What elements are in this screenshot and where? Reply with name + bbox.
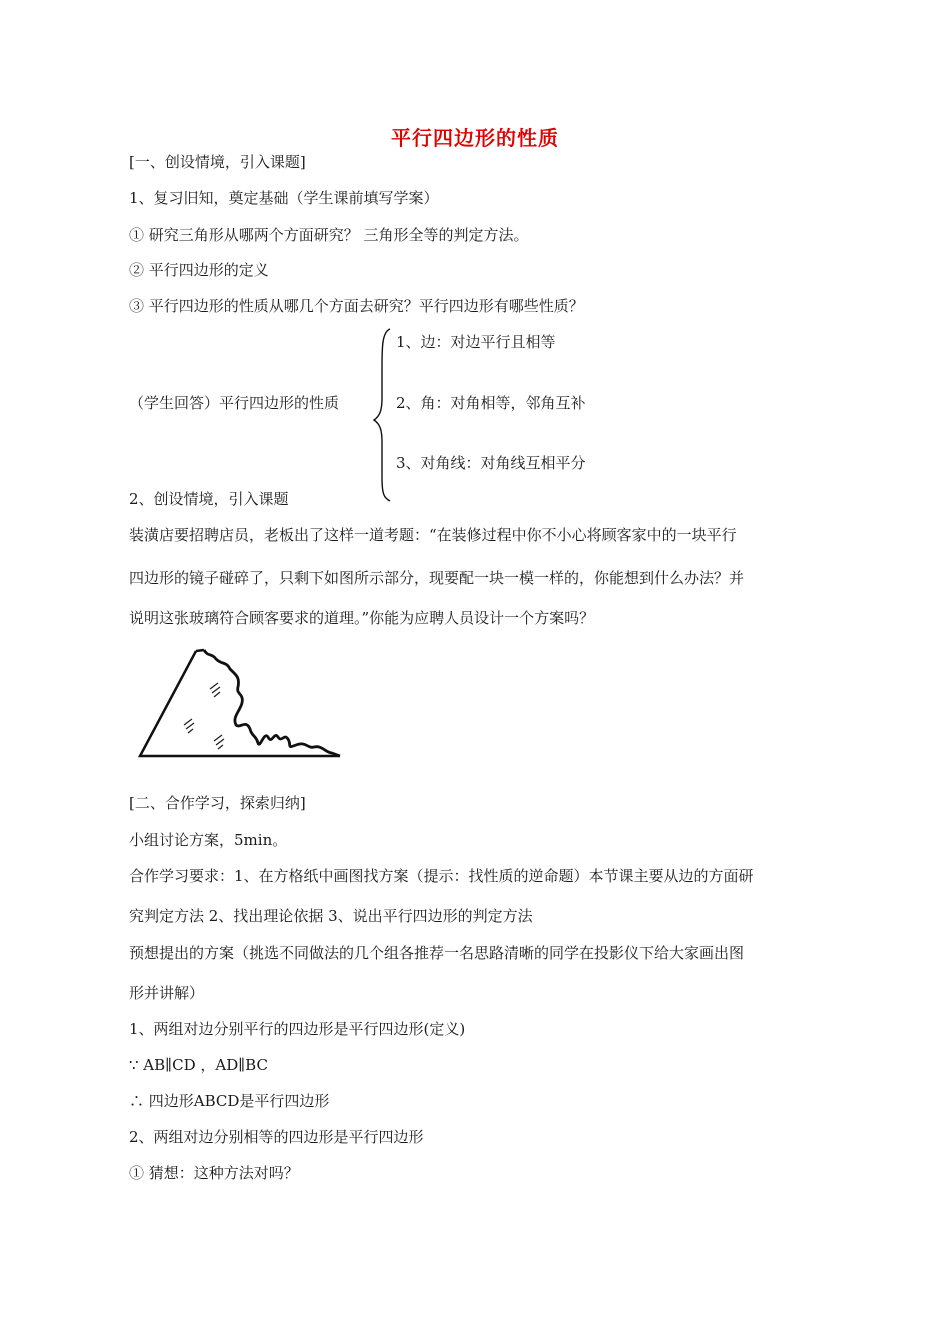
plan-line-1: 预想提出的方案（挑选不同做法的几个组各推荐一名思路清晰的同学在投影仪下给大家画出图 (129, 944, 745, 962)
requirements-line-2: 究判定方法 2、找出理论依据 3、说出平行四边形的判定方法 (129, 907, 533, 925)
review-heading: 1、复习旧知，奠定基础（学生课前填写学案） (129, 189, 439, 207)
method-2: 2、两组对边分别相等的四边形是平行四边形 (129, 1128, 424, 1146)
plan-line-2: 形并讲解） (129, 984, 205, 1002)
property-item: 3、对角线：对角线互相平分 (396, 454, 586, 472)
because-statement: ∵ AB∥CD ，AD∥BC (129, 1056, 268, 1074)
property-item: 2、角：对角相等，邻角互补 (396, 394, 586, 412)
broken-glass-figure (136, 645, 346, 763)
requirements-line-1: 合作学习要求：1、在方格纸中画图找方案（提示：找性质的逆命题）本节课主要从边的方面研 (129, 867, 754, 885)
section-heading-1: [一、创设情境，引入课题] (129, 153, 306, 171)
conjecture-line: ① 猜想：这种方法对吗？ (129, 1164, 299, 1182)
discussion-line: 小组讨论方案，5min。 (129, 831, 288, 849)
curly-brace (372, 328, 392, 502)
page-title: 平行四边形的性质 (391, 126, 559, 150)
scenario-text-line-3: 说明这张玻璃符合顾客要求的道理。”你能为应聘人员设计一个方案吗？ (129, 609, 595, 627)
therefore-statement: ∴ 四边形ABCD是平行四边形 (129, 1092, 330, 1110)
property-item: 1、边：对边平行且相等 (396, 333, 556, 351)
scenario-text-line-2: 四边形的镜子碰碎了，只剩下如图所示部分，现要配一块一模一样的，你能想到什么办法？并 (129, 569, 745, 587)
student-answer-label: （学生回答）平行四边形的性质 (129, 394, 340, 412)
scenario-heading: 2、创设情境，引入课题 (129, 490, 289, 508)
scenario-text-line-1: 装潢店要招聘店员，老板出了这样一道考题：“在装修过程中你不小心将顾客家中的一块平行 (129, 526, 737, 544)
method-1: 1、两组对边分别平行的四边形是平行四边形(定义) (129, 1020, 466, 1038)
section-heading-2: [二、合作学习，探索归纳] (129, 794, 306, 812)
review-item-2: ② 平行四边形的定义 (129, 261, 269, 279)
review-item-3: ③ 平行四边形的性质从哪几个方面去研究？平行四边形有哪些性质？ (129, 297, 584, 315)
review-item-1: ① 研究三角形从哪两个方面研究？ 三角形全等的判定方法。 (129, 226, 529, 244)
